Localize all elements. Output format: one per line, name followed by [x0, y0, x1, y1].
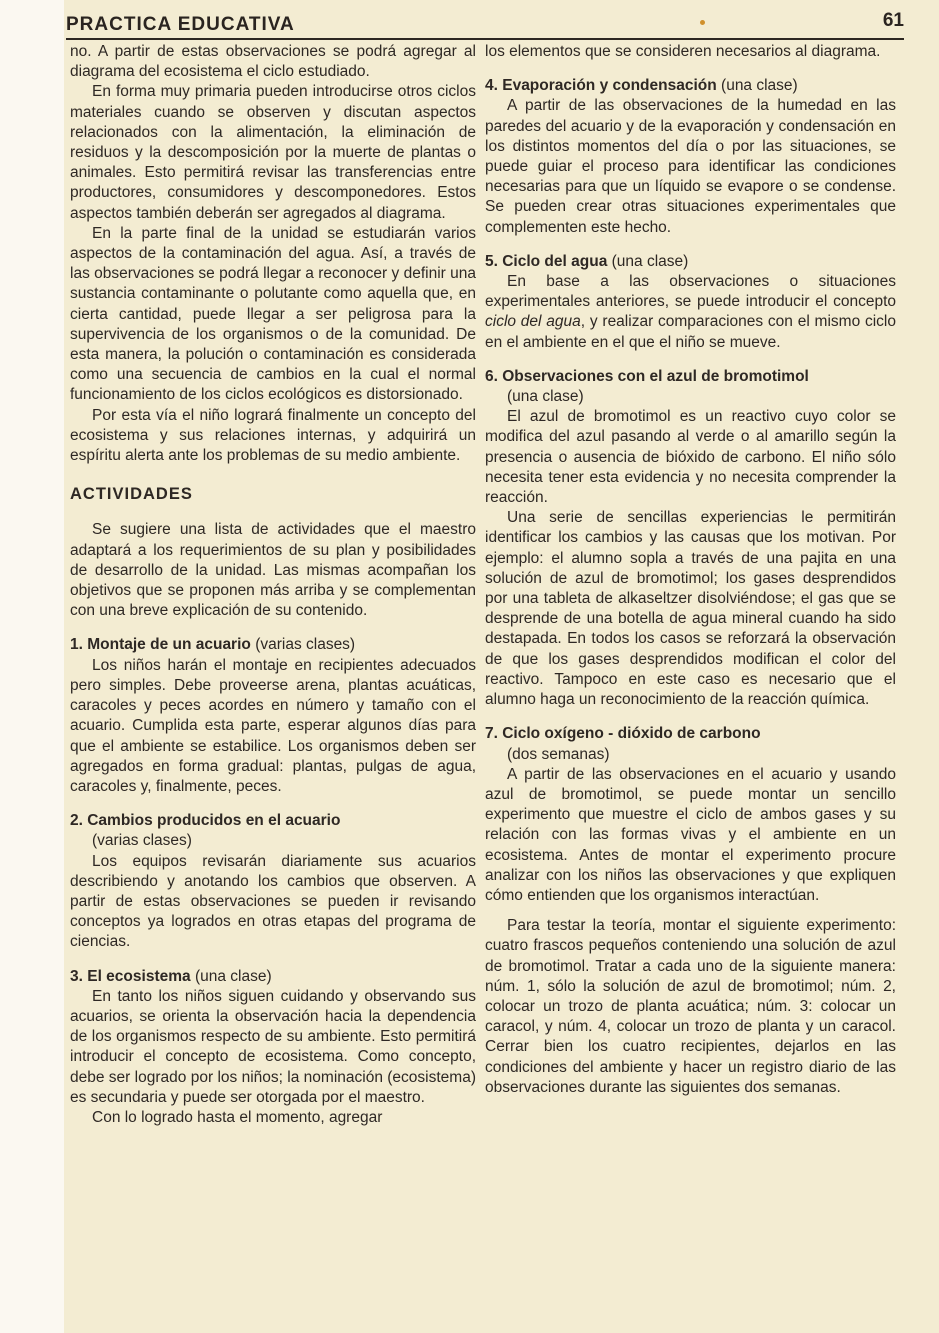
activity-duration: (una clase) — [721, 77, 798, 95]
paragraph: Por esta vía el niño logrará finalmente un concepto del ecosistema y sus relaciones internas, y adquirirá un espíritu alerta ante los problemas de su medio ambiente. — [70, 406, 476, 465]
activity-duration: (varias clases) — [255, 636, 356, 654]
activity-title: 2. Cambios producidos en el acuario — [70, 812, 341, 830]
activity-title: 3. El ecosistema — [70, 967, 191, 985]
paragraph: no. A partir de estas observaciones se podrá agregar al diagrama del ecosistema el ciclo estudiado. — [70, 43, 476, 81]
activity-title: 5. Ciclo del agua — [485, 252, 608, 270]
text-run: , y realizar comparaciones con el mismo ciclo en el ambiente en el que el niño se mueve. — [485, 313, 896, 351]
activity-heading — [70, 811, 476, 831]
paragraph: A partir de las observaciones en el acuario y usando azul de bromotimol, se puede montar un sencillo experimento que muestre el ciclo de ambos gases y su relación con las formas vivas y el ambiente en un ecosistema. Antes de montar el experimento procure analizar con los niños las observaciones y que expliquen cómo entienden que los organismos interactúan. — [485, 765, 896, 904]
activity-title: 1. Montaje de un acuario — [70, 636, 251, 654]
activity-title: 6. Observaciones con el azul de bromotimol — [485, 367, 809, 385]
page-header — [66, 6, 904, 40]
paragraph — [485, 272, 896, 353]
paragraph: El azul de bromotimol es un reactivo cuyo color se modifica del azul pasando al verde o al amarillo según la presencia o ausencia de bióxido de carbono. El niño sólo necesita tener esta evidencia y no necesita comprender la reacción. — [485, 408, 896, 507]
paragraph: En forma muy primaria pueden introducirse otros ciclos materiales cuando se observen y discutan aspectos relacionados con la alimentación, la eliminación de residuos y la descomposición por la muerte de plantas o animales. Esto permitirá revisar las transferencias entre productores, consumidores y descomponedores. Estos aspectos también deberán ser agregados al diagrama. — [70, 83, 476, 222]
spacer — [485, 906, 896, 916]
paragraph: A partir de las observaciones de la humedad en las paredes del acuario y de la evaporación y condensación en los distintos momentos del día o por las situaciones, se puede guiar el proceso para identificar las condiciones necesarias para que un líquido se evapore o se condense. Se pueden crear otras situaciones experimentales que complementen este hecho. — [485, 97, 896, 236]
activity-title: 4. Evaporación y condensación — [485, 77, 717, 95]
paragraph: En la parte final de la unidad se estudiarán varios aspectos de la contaminación del agua. Así, a través de las observaciones se podrá llegar a reconocer y definir una sustancia contaminante o polutante como aquella que, en cierta cantidad, puede llegar a ser peligrosa para la supervivencia de los organismos o de la comunidad. De esta manera, la polución o contaminación es considerada como una secuencia de cambios en la cual el normal funcionamiento de los ciclos ecológicos es distorsionado. — [70, 224, 476, 404]
activity-heading — [485, 252, 896, 272]
activity-heading — [70, 635, 476, 655]
activity-duration: (varias clases) — [92, 832, 192, 850]
paragraph: Los niños harán el montaje en recipientes adecuados pero simples. Debe proveerse arena, plantas acuáticas, caracoles y peces acordes en número y tamaño con el acuario. Cumplida esta parte, esperar algunos días para que el ambiente se estabilice. Los organismos deben ser agregados en forma gradual: plantas, pulgas de agua, caracoles y, finalmente, peces. — [70, 656, 476, 795]
paragraph: los elementos que se consideren necesarios al diagrama. — [485, 43, 881, 60]
page-number: 61 — [882, 10, 904, 31]
text-run: En base a las observaciones o situaciones experimentales anteriores, se puede introducir el concepto — [485, 273, 896, 311]
paragraph: Para testar la teoría, montar el siguiente experimento: cuatro frascos pequeños conteniendo una solución de azul de bromotimol. Tratar a cada uno de la siguiente manera: núm. 1, sólo la solución de azul de bromotimol; núm. 2, colocar un trozo de planta acuática; núm. 3: colocar un caracol, y núm. 4, colocar un trozo de planta y un caracol. Cerrar bien los cuatro recipientes, dejarlos en las condiciones del ambiente y hacer un registro diario de las observaciones durante las siguientes dos semanas. — [485, 917, 896, 1096]
page-margin — [0, 0, 64, 1333]
activity-heading — [70, 967, 476, 987]
activity-duration: (una clase) — [194, 967, 272, 985]
activity-heading — [485, 367, 896, 387]
activity-duration: (una clase) — [507, 388, 584, 406]
activity-duration: (una clase) — [611, 252, 689, 270]
paragraph: Con lo logrado hasta el momento, agregar — [92, 1108, 383, 1126]
paragraph: En tanto los niños siguen cuidando y observando sus acuarios, se orienta la observación hacia la dependencia de los organismos respecto de su ambiente. Esto permitirá introducir el concepto de ecosistema. Como concepto, debe ser logrado por los niños; la nominación (ecosistema) es secundaria y puede ser otorgada por el maestro. — [70, 987, 476, 1106]
paragraph: Los equipos revisarán diariamente sus acuarios describiendo y anotando los cambios que observen. A partir de estas observaciones se pueden ir revisando conceptos ya logrados en otras etapas del programa de ciencias. — [70, 852, 476, 951]
paragraph: Una serie de sencillas experiencias le permitirán identificar los cambios y las causas que los motivan. Por ejemplo: el alumno sopla a través de una pajita en una solución de azul de bromotimol; los gases desprendidos por una tableta de alkaseltzer disolviéndose; el gas que se desprende de una botella de agua mineral cuando ha sido destapada. En todos los casos se reforzará la observación de que los gases desprendidos modifican el color del reactivo. Tampoco en este caso es necesario que el alumno haga un reconocimiento de la reacción química. — [485, 509, 896, 709]
activity-duration: (dos semanas) — [507, 745, 610, 763]
activity-heading — [485, 76, 896, 96]
ink-dot — [700, 20, 705, 25]
activity-title: 7. Ciclo oxígeno - dióxido de carbono — [485, 725, 761, 743]
paragraph: Se sugiere una lista de actividades que el maestro adaptará a los requerimientos de su plan y posibilidades de desarrollo de la unidad. Las mismas acompañan los objetivos que se proponen más arriba y se complementan con una breve explicación de su contenido. — [70, 521, 476, 620]
right-column — [485, 42, 896, 1098]
section-heading: ACTIVIDADES — [70, 485, 193, 504]
activity-heading — [485, 724, 896, 744]
journal-title: PRACTICA EDUCATIVA — [66, 14, 295, 35]
italic-term: ciclo del agua — [485, 313, 581, 331]
left-column — [70, 42, 476, 1128]
